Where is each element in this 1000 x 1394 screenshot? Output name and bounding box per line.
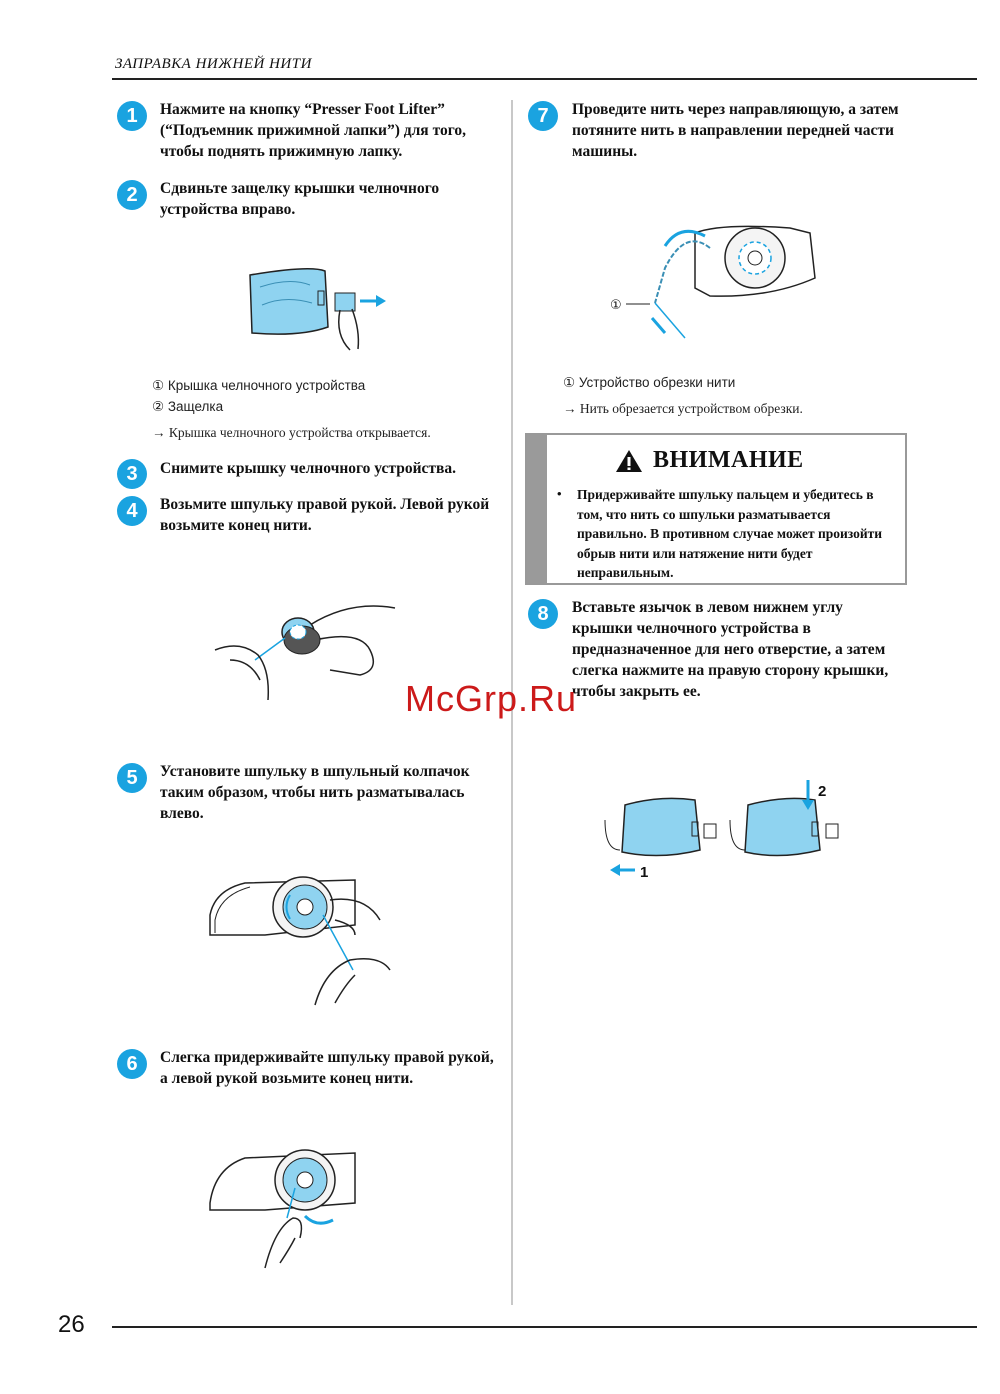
warning-triangle-icon — [615, 449, 643, 473]
header-rule — [112, 78, 977, 80]
step-text-6: Слегка придерживайте шпульку правой рукой, а левой рукой возьмите конец нити. — [160, 1049, 494, 1087]
step-text-1: Нажмите на кнопку “Presser Foot Lifter” (“Подъемник прижимной лапки”) для того, чтобы поднять прижимную лапку. — [160, 101, 467, 160]
warning-bullet: • — [557, 486, 562, 501]
figure-bobbin-insert — [205, 875, 395, 1005]
step-text-7: Проведите нить через направляющую, а затем потяните нить в направлении передней части машины. — [572, 101, 899, 160]
page-number: 26 — [58, 1311, 85, 1338]
callout-cutter: ① — [610, 297, 622, 312]
note-shuttle-cover: ① Крышка челночного устройства — [152, 378, 366, 393]
step-number-4: 4 — [117, 496, 147, 526]
step-number-5: 5 — [117, 763, 147, 793]
step-number-2: 2 — [117, 180, 147, 210]
warning-box — [525, 433, 907, 585]
figure-thread-guide — [610, 218, 830, 348]
figure-shuttle-cover-latch — [240, 265, 390, 355]
warning-title — [615, 447, 804, 474]
warning-stripe — [527, 435, 547, 583]
watermark: McGrp.Ru — [405, 678, 578, 719]
step-number-7: 7 — [528, 101, 558, 131]
note-result-cut: → Нить обрезается устройством обрезки. — [563, 401, 803, 416]
figure-bobbin-in-hand — [210, 600, 400, 710]
section-header: ЗАПРАВКА НИЖНЕЙ НИТИ — [115, 56, 312, 72]
figure-label-2: 2 — [818, 783, 827, 800]
warning-text: Придерживайте шпульку пальцем и убедитесь в том, что нить со шпульки разматывается правильно. В противном случае может произойти обрыв нити или натяжение нити будет неправильным. — [577, 487, 883, 580]
note-thread-cutter: ① Устройство обрезки нити — [563, 375, 736, 390]
step-number-3: 3 — [117, 459, 147, 489]
figure-label-1: 1 — [640, 864, 649, 881]
figure-hold-bobbin — [205, 1148, 380, 1268]
step-number-8: 8 — [528, 599, 558, 629]
step-text-2: Сдвиньте защелку крышки челночного устройства вправо. — [160, 180, 440, 218]
step-text-4: Возьмите шпульку правой рукой. Левой рукой возьмите конец нити. — [160, 496, 490, 534]
figure-close-cover — [600, 780, 860, 880]
step-number-1: 1 — [117, 101, 147, 131]
step-text-5: Установите шпульку в шпульный колпачок таким образом, чтобы нить разматывалась влево. — [160, 763, 470, 822]
warning-title-text: ВНИМАНИЕ — [653, 447, 804, 473]
note-latch: ② Защелка — [152, 399, 224, 414]
note-result-opens: → Крышка челночного устройства открывается. — [152, 425, 431, 440]
footer-rule — [112, 1326, 977, 1328]
step-text-3: Снимите крышку челночного устройства. — [160, 460, 457, 477]
step-text-8: Вставьте язычок в левом нижнем углу крышки челночного устройства в предназначенное для него отверстие, а затем слегка нажмите на правую сторону крышки, чтобы закрыть ее. — [572, 599, 889, 700]
step-number-6: 6 — [117, 1049, 147, 1079]
